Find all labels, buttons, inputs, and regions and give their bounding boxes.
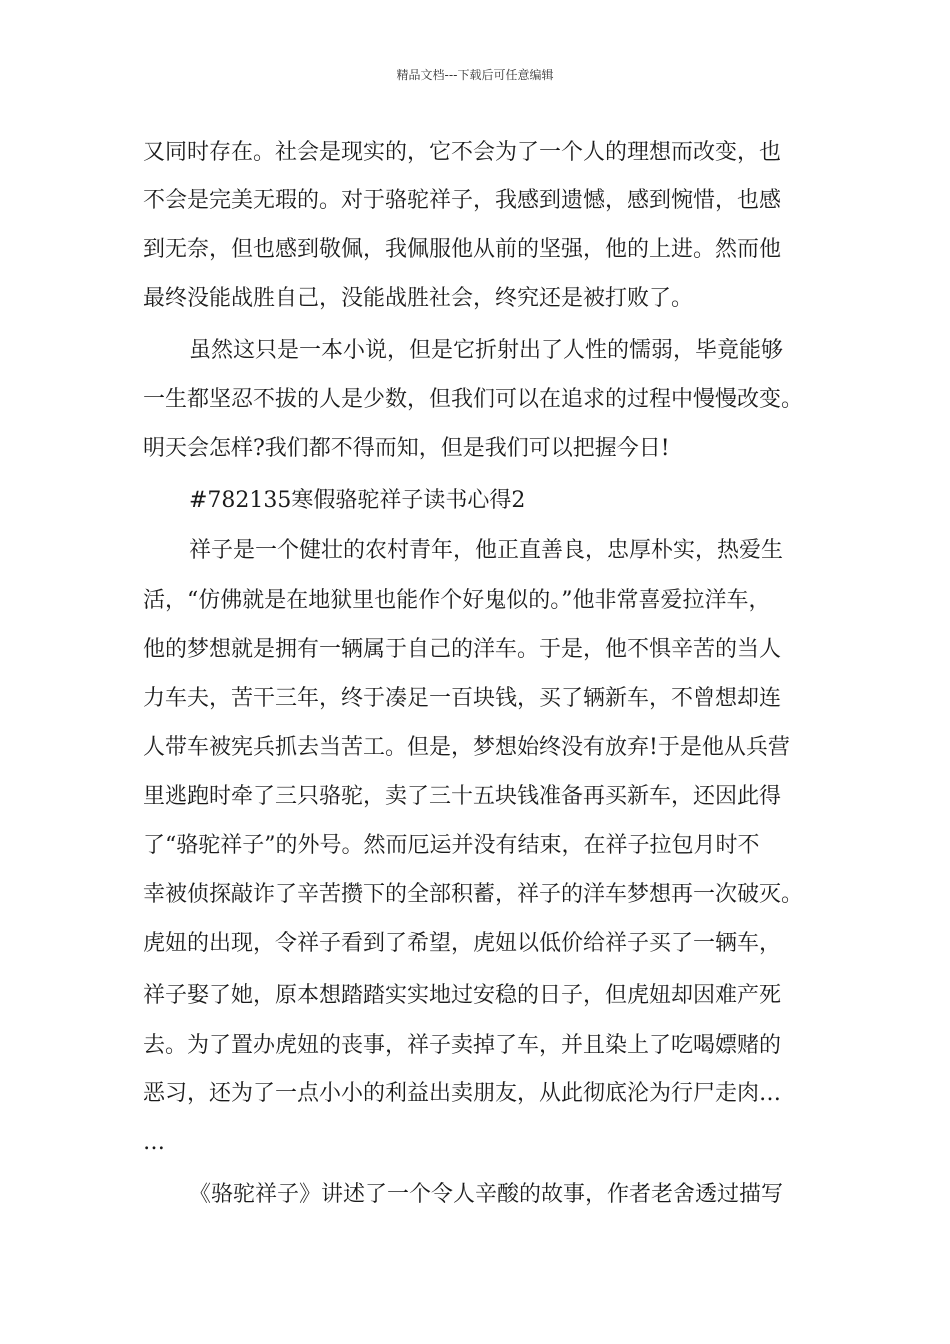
text-line: 了“骆驼祥子”的外号。然而厄运并没有结束，在祥子拉包月时不 [143, 833, 760, 858]
text-line: 《骆驼祥子》讲述了一个令人辛酸的故事，作者老舍透过描写 [189, 1182, 784, 1207]
text-line: 祥子娶了她，原本想踏踏实实地过安稳的日子，但虎妞却因难产死 [143, 983, 782, 1008]
text-line: 最终没能战胜自己，没能战胜社会，终究还是被打败了。 [143, 286, 694, 311]
text-line: 恶习，还为了一点小小的利益出卖朋友，从此彻底沦为行尸走肉… [143, 1081, 782, 1106]
text-line: 虎妞的出现，令祥子看到了希望，虎妞以低价给祥子买了一辆车， [143, 931, 782, 956]
text-line: 活，“仿佛就是在地狱里也能作个好鬼似的。”他非常喜爱拉洋车， [143, 588, 771, 613]
text-line: 去。为了置办虎妞的丧事，祥子卖掉了车，并且染上了吃喝嫖赌的 [143, 1033, 782, 1058]
text-line: 明天会怎样?我们都不得而知，但是我们可以把握今日! [143, 436, 670, 461]
section-title: #782135寒假骆驼祥子读书心得2 [189, 488, 526, 513]
text-line: 祥子是一个健壮的农村青年，他正直善良，忠厚朴实，热爱生 [189, 538, 784, 563]
text-line: 一生都坚忍不拔的人是少数，但我们可以在追求的过程中慢慢改变。 [143, 387, 804, 412]
text-line: 里逃跑时牵了三只骆驼，卖了三十五块钱准备再买新车，还因此得 [143, 784, 782, 809]
page-header: 精品文档---下载后可任意编辑 [396, 68, 554, 82]
text-line: 不会是完美无瑕的。对于骆驼祥子，我感到遗憾，感到惋惜，也感 [143, 188, 782, 213]
text-line: … [143, 1130, 165, 1155]
text-line: 人带车被宪兵抓去当苦工。但是，梦想始终没有放弃!于是他从兵营 [143, 735, 790, 760]
text-line: 虽然这只是一本小说，但是它折射出了人性的懦弱，毕竟能够 [189, 338, 784, 363]
text-line: 到无奈，但也感到敬佩，我佩服他从前的坚强，他的上进。然而他 [143, 237, 782, 262]
text-line: 力车夫，苦干三年，终于凑足一百块钱，买了辆新车，不曾想却连 [143, 686, 782, 711]
text-line: 又同时存在。社会是现实的，它不会为了一个人的理想而改变，也 [143, 140, 782, 165]
text-line: 幸被侦探敲诈了辛苦攒下的全部积蓄，祥子的洋车梦想再一次破灭。 [143, 882, 804, 907]
text-line: 他的梦想就是拥有一辆属于自己的洋车。于是，他不惧辛苦的当人 [143, 637, 782, 662]
